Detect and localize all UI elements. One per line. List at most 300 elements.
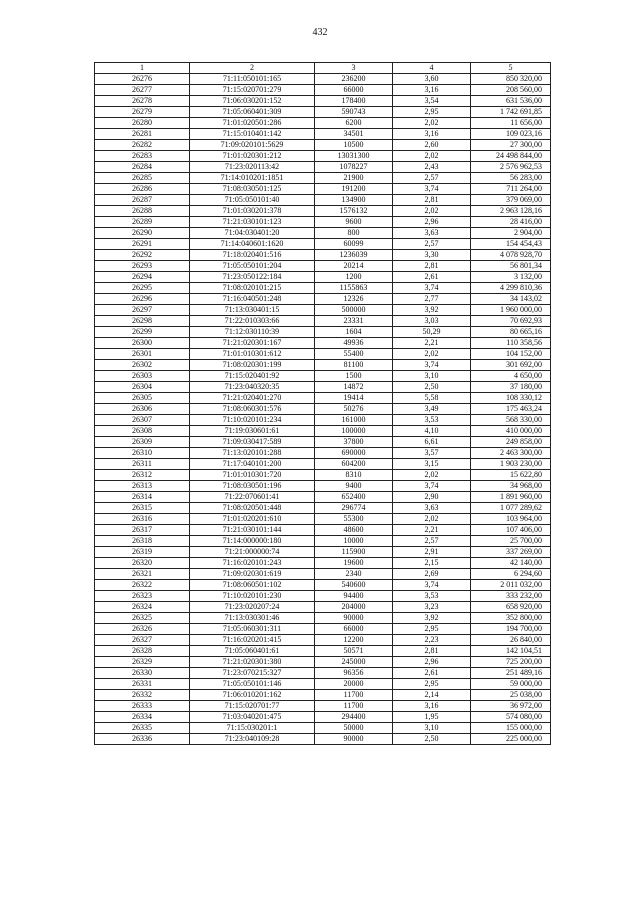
page-number: 432 <box>312 27 328 38</box>
table-cell: 3,53 <box>393 415 471 426</box>
data-table <box>94 62 551 745</box>
table-cell: 1078227 <box>315 162 393 173</box>
table-cell: 71:09:030417:589 <box>190 437 315 448</box>
table-cell: 2 011 032,00 <box>471 580 551 591</box>
table-cell: 8310 <box>315 470 393 481</box>
table-row <box>95 129 551 140</box>
table-cell: 6 294,60 <box>471 569 551 580</box>
table-cell: 3,63 <box>393 503 471 514</box>
table-cell: 71:14:000000:180 <box>190 536 315 547</box>
table-row <box>95 646 551 657</box>
table-cell: 3,23 <box>393 602 471 613</box>
table-cell: 1 903 230,00 <box>471 459 551 470</box>
table-cell: 410 000,00 <box>471 426 551 437</box>
table-cell: 71:01:010301:720 <box>190 470 315 481</box>
table-cell: 2,23 <box>393 635 471 646</box>
table-cell: 11700 <box>315 690 393 701</box>
table-cell: 3,60 <box>393 74 471 85</box>
table-cell: 37 180,00 <box>471 382 551 393</box>
table-row <box>95 261 551 272</box>
table-cell: 90000 <box>315 734 393 745</box>
table-cell: 66000 <box>315 624 393 635</box>
table-cell: 26310 <box>95 448 190 459</box>
table-cell: 604200 <box>315 459 393 470</box>
table-cell: 26323 <box>95 591 190 602</box>
table-cell: 26298 <box>95 316 190 327</box>
table-cell: 800 <box>315 228 393 239</box>
table-cell: 55400 <box>315 349 393 360</box>
table-cell: 59 000,00 <box>471 679 551 690</box>
table-row <box>95 415 551 426</box>
table-cell: 100000 <box>315 426 393 437</box>
table-cell: 3,54 <box>393 96 471 107</box>
table-cell: 108 330,12 <box>471 393 551 404</box>
table-cell: 26289 <box>95 217 190 228</box>
table-row <box>95 404 551 415</box>
table-cell: 71:08:020301:199 <box>190 360 315 371</box>
table-cell: 2,02 <box>393 118 471 129</box>
table-cell: 2,95 <box>393 107 471 118</box>
table-cell: 711 264,00 <box>471 184 551 195</box>
table-cell: 26312 <box>95 470 190 481</box>
table-cell: 3,92 <box>393 613 471 624</box>
table-cell: 1604 <box>315 327 393 338</box>
table-row <box>95 536 551 547</box>
table-cell: 71:23:020207:24 <box>190 602 315 613</box>
table-cell: 1,95 <box>393 712 471 723</box>
table-cell: 574 080,00 <box>471 712 551 723</box>
table-cell: 71:12:030110:39 <box>190 327 315 338</box>
table-row <box>95 151 551 162</box>
table-cell: 6,61 <box>393 437 471 448</box>
table-row <box>95 217 551 228</box>
table-cell: 3,10 <box>393 371 471 382</box>
table-cell: 2,96 <box>393 657 471 668</box>
table-cell: 15 622,80 <box>471 470 551 481</box>
table-row <box>95 481 551 492</box>
table-cell: 26333 <box>95 701 190 712</box>
table-cell: 2,02 <box>393 206 471 217</box>
table-cell: 103 964,00 <box>471 514 551 525</box>
table-cell: 26320 <box>95 558 190 569</box>
table-cell: 26283 <box>95 151 190 162</box>
table-cell: 13031300 <box>315 151 393 162</box>
table-row <box>95 184 551 195</box>
table-row <box>95 712 551 723</box>
table-cell: 294400 <box>315 712 393 723</box>
table-cell: 71:22:010303:66 <box>190 316 315 327</box>
table-cell: 26295 <box>95 283 190 294</box>
table-cell: 540600 <box>315 580 393 591</box>
table-cell: 236200 <box>315 74 393 85</box>
table-cell: 3 132,00 <box>471 272 551 283</box>
table-cell: 194 700,00 <box>471 624 551 635</box>
table-cell: 71:23:040320:35 <box>190 382 315 393</box>
table-cell: 2,21 <box>393 338 471 349</box>
table-cell: 71:15:030201:1 <box>190 723 315 734</box>
table-cell: 71:08:030501:196 <box>190 481 315 492</box>
table-cell: 2,81 <box>393 646 471 657</box>
table-cell: 71:04:030401:20 <box>190 228 315 239</box>
table-cell: 2 576 962,53 <box>471 162 551 173</box>
table-cell: 71:15:020701:77 <box>190 701 315 712</box>
table-cell: 3,16 <box>393 129 471 140</box>
table-cell: 2,15 <box>393 558 471 569</box>
table-cell: 71:11:050101:165 <box>190 74 315 85</box>
table-cell: 26277 <box>95 85 190 96</box>
table-row <box>95 294 551 305</box>
table-cell: 71:08:020101:215 <box>190 283 315 294</box>
table-cell: 71:21:020301:380 <box>190 657 315 668</box>
table-cell: 71:21:020401:270 <box>190 393 315 404</box>
table-cell: 109 023,16 <box>471 129 551 140</box>
table-body <box>95 74 551 745</box>
table-cell: 3,15 <box>393 459 471 470</box>
table-cell: 26279 <box>95 107 190 118</box>
table-cell: 2,21 <box>393 525 471 536</box>
table-cell: 71:23:020113:42 <box>190 162 315 173</box>
table-cell: 71:18:020401:516 <box>190 250 315 261</box>
table-cell: 71:05:060401:309 <box>190 107 315 118</box>
table-cell: 1 891 960,00 <box>471 492 551 503</box>
table-row <box>95 492 551 503</box>
table-cell: 26301 <box>95 349 190 360</box>
table-cell: 26294 <box>95 272 190 283</box>
table-cell: 71:15:010401:142 <box>190 129 315 140</box>
table-cell: 2,50 <box>393 382 471 393</box>
table-row <box>95 118 551 129</box>
table-cell: 56 801,34 <box>471 261 551 272</box>
table-cell: 50571 <box>315 646 393 657</box>
table-cell: 26319 <box>95 547 190 558</box>
table-cell: 25 038,00 <box>471 690 551 701</box>
table-cell: 1200 <box>315 272 393 283</box>
table-row <box>95 371 551 382</box>
table-cell: 71:13:030301:46 <box>190 613 315 624</box>
table-cell: 115900 <box>315 547 393 558</box>
table-cell: 2,61 <box>393 272 471 283</box>
table-row <box>95 195 551 206</box>
table-cell: 71:23:040109:28 <box>190 734 315 745</box>
table-cell: 71:01:020201:610 <box>190 514 315 525</box>
table-cell: 3,16 <box>393 85 471 96</box>
table-cell: 71:10:020101:234 <box>190 415 315 426</box>
table-cell: 71:03:040201:475 <box>190 712 315 723</box>
table-cell: 26302 <box>95 360 190 371</box>
table-cell: 26325 <box>95 613 190 624</box>
table-cell: 20214 <box>315 261 393 272</box>
table-row <box>95 228 551 239</box>
table-cell: 55300 <box>315 514 393 525</box>
table-cell: 24 498 844,00 <box>471 151 551 162</box>
table-row <box>95 162 551 173</box>
table-cell: 71:08:060301:576 <box>190 404 315 415</box>
table-cell: 2,02 <box>393 349 471 360</box>
table-row <box>95 679 551 690</box>
table-cell: 2,60 <box>393 140 471 151</box>
table-cell: 568 330,00 <box>471 415 551 426</box>
table-cell: 2,57 <box>393 536 471 547</box>
table-cell: 11700 <box>315 701 393 712</box>
table-cell: 110 358,56 <box>471 338 551 349</box>
table-cell: 4 078 928,70 <box>471 250 551 261</box>
table-row <box>95 437 551 448</box>
table-cell: 71:13:030401:15 <box>190 305 315 316</box>
table-cell: 2,02 <box>393 151 471 162</box>
table-cell: 2,50 <box>393 734 471 745</box>
table-row <box>95 305 551 316</box>
table-cell: 296774 <box>315 503 393 514</box>
table-row <box>95 74 551 85</box>
table-cell: 71:01:010301:612 <box>190 349 315 360</box>
header-row <box>95 63 551 74</box>
table-cell: 71:01:020501:286 <box>190 118 315 129</box>
table-cell: 1155863 <box>315 283 393 294</box>
table-cell: 658 920,00 <box>471 602 551 613</box>
table-cell: 19414 <box>315 393 393 404</box>
table-row <box>95 140 551 151</box>
table-cell: 71:23:050122:184 <box>190 272 315 283</box>
table-cell: 26303 <box>95 371 190 382</box>
column-header: 1 <box>95 63 190 74</box>
table-cell: 71:14:010201:1851 <box>190 173 315 184</box>
table-cell: 3,74 <box>393 481 471 492</box>
table-row <box>95 393 551 404</box>
table-cell: 590743 <box>315 107 393 118</box>
table-cell: 71:08:030501:125 <box>190 184 315 195</box>
table-cell: 251 489,16 <box>471 668 551 679</box>
table-row <box>95 734 551 745</box>
table-cell: 71:15:020701:279 <box>190 85 315 96</box>
table-row <box>95 503 551 514</box>
table-cell: 71:09:020101:5629 <box>190 140 315 151</box>
column-header: 4 <box>393 63 471 74</box>
table-cell: 333 232,00 <box>471 591 551 602</box>
table-cell: 50000 <box>315 723 393 734</box>
table-cell: 10500 <box>315 140 393 151</box>
table-cell: 155 000,00 <box>471 723 551 734</box>
table-cell: 71:15:020401:92 <box>190 371 315 382</box>
table-cell: 2,95 <box>393 679 471 690</box>
table-row <box>95 338 551 349</box>
table-cell: 26332 <box>95 690 190 701</box>
table-cell: 3,49 <box>393 404 471 415</box>
table-cell: 71:21:000000:74 <box>190 547 315 558</box>
table-row <box>95 525 551 536</box>
table-row <box>95 558 551 569</box>
table-cell: 2,61 <box>393 668 471 679</box>
table-cell: 26287 <box>95 195 190 206</box>
table-cell: 71:10:020101:230 <box>190 591 315 602</box>
table-row <box>95 591 551 602</box>
table-cell: 26330 <box>95 668 190 679</box>
table-cell: 379 069,00 <box>471 195 551 206</box>
table-row <box>95 316 551 327</box>
table-cell: 71:05:060401:61 <box>190 646 315 657</box>
table-row <box>95 206 551 217</box>
table-cell: 71:01:030201:378 <box>190 206 315 217</box>
table-cell: 104 152,00 <box>471 349 551 360</box>
table-cell: 96356 <box>315 668 393 679</box>
table-row <box>95 448 551 459</box>
table-cell: 2340 <box>315 569 393 580</box>
table-cell: 71:16:020101:243 <box>190 558 315 569</box>
table-cell: 191200 <box>315 184 393 195</box>
table-row <box>95 514 551 525</box>
table-cell: 71:05:060301:311 <box>190 624 315 635</box>
table-cell: 21900 <box>315 173 393 184</box>
table-cell: 2,81 <box>393 195 471 206</box>
table-cell: 71:09:020301:619 <box>190 569 315 580</box>
table-cell: 1 077 289,62 <box>471 503 551 514</box>
table-cell: 3,92 <box>393 305 471 316</box>
table-cell: 26335 <box>95 723 190 734</box>
table-row <box>95 382 551 393</box>
table-cell: 71:14:040601:1620 <box>190 239 315 250</box>
table-cell: 6200 <box>315 118 393 129</box>
table-cell: 26291 <box>95 239 190 250</box>
table-cell: 23331 <box>315 316 393 327</box>
table-cell: 178400 <box>315 96 393 107</box>
table-cell: 26317 <box>95 525 190 536</box>
table-cell: 26 840,00 <box>471 635 551 646</box>
table-cell: 71:06:030201:152 <box>190 96 315 107</box>
table-row <box>95 272 551 283</box>
table-cell: 3,57 <box>393 448 471 459</box>
table-row <box>95 668 551 679</box>
table-cell: 66000 <box>315 85 393 96</box>
table-cell: 26318 <box>95 536 190 547</box>
table-cell: 81100 <box>315 360 393 371</box>
table-cell: 26331 <box>95 679 190 690</box>
column-header: 2 <box>190 63 315 74</box>
table-row <box>95 250 551 261</box>
table-cell: 2,77 <box>393 294 471 305</box>
table-cell: 2,69 <box>393 569 471 580</box>
table-cell: 71:21:020301:167 <box>190 338 315 349</box>
table-cell: 26286 <box>95 184 190 195</box>
table-cell: 12326 <box>315 294 393 305</box>
table-cell: 71:01:020301:212 <box>190 151 315 162</box>
table-row <box>95 690 551 701</box>
table-cell: 500000 <box>315 305 393 316</box>
table-cell: 49936 <box>315 338 393 349</box>
table-cell: 2,02 <box>393 470 471 481</box>
table-cell: 26311 <box>95 459 190 470</box>
table-cell: 1 960 000,00 <box>471 305 551 316</box>
table-cell: 2,81 <box>393 261 471 272</box>
table-cell: 27 300,00 <box>471 140 551 151</box>
table-row <box>95 635 551 646</box>
table-cell: 134900 <box>315 195 393 206</box>
table-cell: 71:05:050101:146 <box>190 679 315 690</box>
table-cell: 725 200,00 <box>471 657 551 668</box>
table-cell: 26300 <box>95 338 190 349</box>
table-cell: 71:08:020501:448 <box>190 503 315 514</box>
table-cell: 26307 <box>95 415 190 426</box>
table-row <box>95 360 551 371</box>
table-row <box>95 602 551 613</box>
table-cell: 2 963 128,16 <box>471 206 551 217</box>
table-cell: 26327 <box>95 635 190 646</box>
table-row <box>95 349 551 360</box>
table-cell: 71:22:070601:41 <box>190 492 315 503</box>
table-cell: 175 463,24 <box>471 404 551 415</box>
table-cell: 70 692,93 <box>471 316 551 327</box>
table-cell: 4 299 810,36 <box>471 283 551 294</box>
table-cell: 71:21:030101:144 <box>190 525 315 536</box>
table-row <box>95 580 551 591</box>
table-row <box>95 723 551 734</box>
table-cell: 26282 <box>95 140 190 151</box>
table-row <box>95 701 551 712</box>
table-cell: 26292 <box>95 250 190 261</box>
table-cell: 90000 <box>315 613 393 624</box>
table-cell: 2 463 300,00 <box>471 448 551 459</box>
table-row <box>95 283 551 294</box>
table-cell: 56 283,00 <box>471 173 551 184</box>
table-cell: 26280 <box>95 118 190 129</box>
table-cell: 352 800,00 <box>471 613 551 624</box>
table-cell: 26304 <box>95 382 190 393</box>
table-cell: 1500 <box>315 371 393 382</box>
table-cell: 3,03 <box>393 316 471 327</box>
table-cell: 4 650,00 <box>471 371 551 382</box>
table-cell: 652400 <box>315 492 393 503</box>
table-cell: 3,16 <box>393 701 471 712</box>
table-cell: 26324 <box>95 602 190 613</box>
table-cell: 71:21:030101:123 <box>190 217 315 228</box>
table-row <box>95 85 551 96</box>
table-cell: 26297 <box>95 305 190 316</box>
table-cell: 2,02 <box>393 514 471 525</box>
table-row <box>95 613 551 624</box>
table-row <box>95 107 551 118</box>
table-cell: 3,30 <box>393 250 471 261</box>
table-cell: 26281 <box>95 129 190 140</box>
table-cell: 26293 <box>95 261 190 272</box>
table-cell: 25 700,00 <box>471 536 551 547</box>
table-row <box>95 657 551 668</box>
table-cell: 26334 <box>95 712 190 723</box>
table-cell: 2,90 <box>393 492 471 503</box>
table-cell: 26290 <box>95 228 190 239</box>
table-row <box>95 470 551 481</box>
table-cell: 71:17:040101:200 <box>190 459 315 470</box>
table-cell: 26309 <box>95 437 190 448</box>
table-cell: 26299 <box>95 327 190 338</box>
table-cell: 204000 <box>315 602 393 613</box>
table-cell: 26329 <box>95 657 190 668</box>
table-cell: 2,14 <box>393 690 471 701</box>
table-cell: 71:16:020201:415 <box>190 635 315 646</box>
table-cell: 26328 <box>95 646 190 657</box>
table-cell: 2,57 <box>393 239 471 250</box>
table-cell: 9600 <box>315 217 393 228</box>
table-cell: 3,10 <box>393 723 471 734</box>
table-cell: 154 454,43 <box>471 239 551 250</box>
table-cell: 10000 <box>315 536 393 547</box>
table-cell: 1 742 691,85 <box>471 107 551 118</box>
table-cell: 71:06:010201:162 <box>190 690 315 701</box>
table-row <box>95 173 551 184</box>
table-cell: 26316 <box>95 514 190 525</box>
table-cell: 3,74 <box>393 184 471 195</box>
table-cell: 19600 <box>315 558 393 569</box>
table-cell: 690000 <box>315 448 393 459</box>
table-cell: 71:05:050101:40 <box>190 195 315 206</box>
table-cell: 3,63 <box>393 228 471 239</box>
